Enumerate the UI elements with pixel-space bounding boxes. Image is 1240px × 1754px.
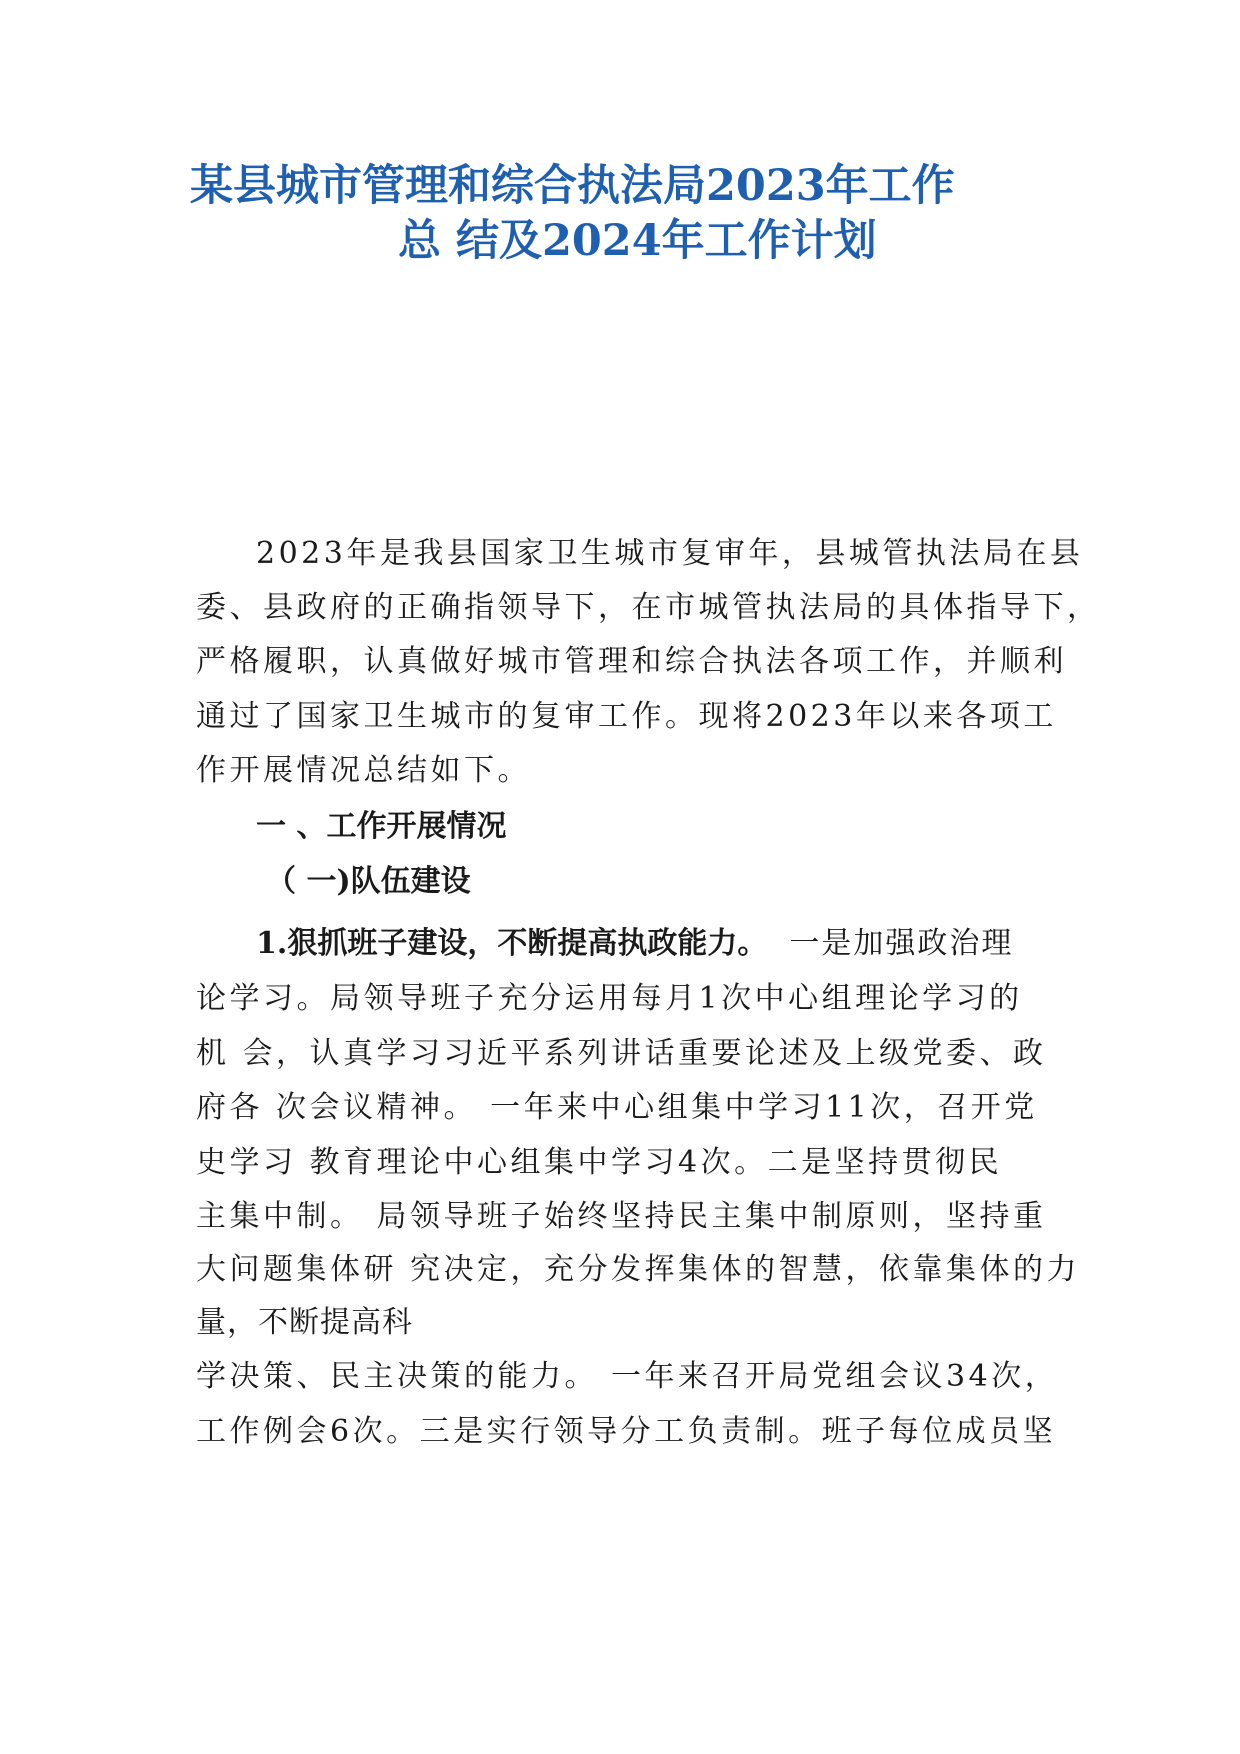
item-1-lead: 1.狠抓班子建设，不断提高执政能力。 xyxy=(256,926,768,961)
intro-line: 作开展情况总结如下。 xyxy=(196,753,531,788)
intro-line: 委、县政府的正确指领导下，在市城管执法局的具体指导下， xyxy=(196,590,1101,625)
section-heading: 一 、工作开展情况 xyxy=(256,809,507,844)
item-1-line: 学决策、民主决策的能力。 一年来召开局党组会议34次， xyxy=(196,1359,1059,1394)
item-1-line: 量，不断提高科 xyxy=(196,1305,413,1340)
subsection-heading: （ 一)队伍建设 xyxy=(266,864,471,899)
item-1-line: 主集中制。 局领导班子始终坚持民主集中制原则，坚持重 xyxy=(196,1199,1047,1234)
intro-line: 通过了国家卫生城市的复审工作。现将2023年以来各项工 xyxy=(196,699,1057,734)
item-1-line: 机 会，认真学习习近平系列讲话重要论述及上级党委、政 xyxy=(196,1036,1047,1071)
item-1-line: 府各 次会议精神。 一年来中心组集中学习11次，召开党 xyxy=(196,1090,1038,1125)
title-line-2: 总 结及2024年工作计划 xyxy=(398,216,877,266)
title-line-1: 某县城市管理和综合执法局2023年工作 xyxy=(190,161,955,211)
item-1-line: 史学习 教育理论中心组集中学习4次。二是坚持贯彻民 xyxy=(196,1145,1003,1180)
intro-line: 2023年是我县国家卫生城市复审年，县城管执法局在县 xyxy=(256,536,1084,571)
item-1-lead-rest: 一是加强政治理 xyxy=(789,926,1014,961)
item-1-line: 论学习。局领导班子充分运用每月1次中心组理论学习的 xyxy=(196,981,1023,1016)
item-1-line: 大问题集体研 究决定，充分发挥集体的智慧，依靠集体的力 xyxy=(196,1252,1081,1287)
item-1-line: 工作例会6次。三是实行领导分工负责制。班子每位成员坚 xyxy=(196,1414,1057,1449)
item-1-first-line xyxy=(256,924,1013,964)
intro-line: 严格履职，认真做好城市管理和综合执法各项工作，并顺利 xyxy=(196,644,1067,679)
